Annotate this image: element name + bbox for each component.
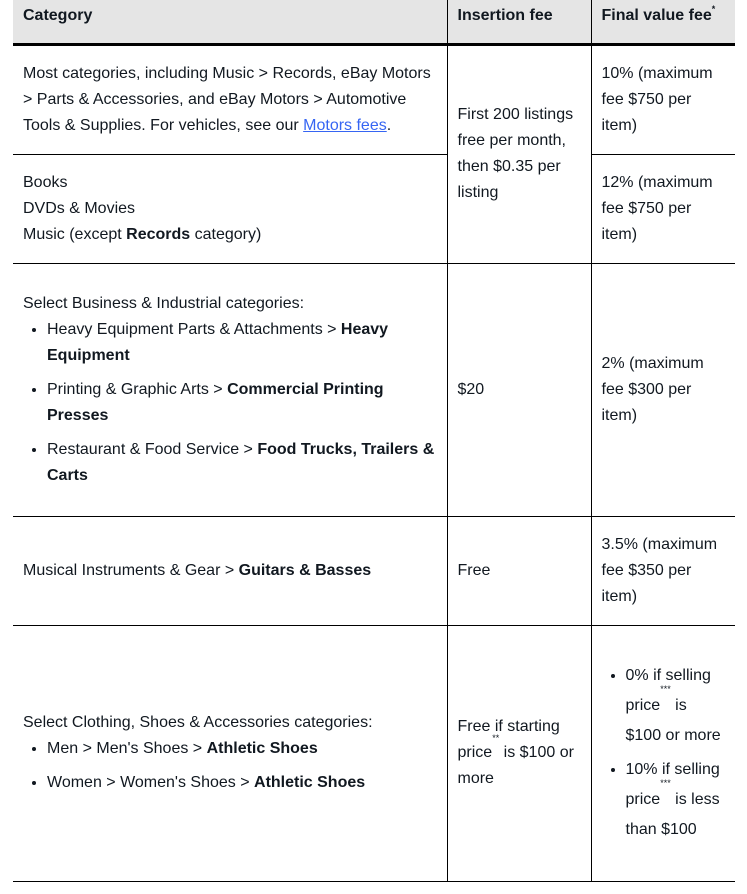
header-category: Category [13,0,447,44]
table-row [13,263,735,516]
final-value-fee-cell [591,154,735,263]
final-value-fee-text: 2% (maximum fee $300 per item) [601,354,704,424]
footnote-marker: ** [492,733,500,743]
category-intro: Select Business & Industrial categories: [23,294,305,312]
list-item: • Men > Men's Shoes > Athletic Shoes [47,736,437,762]
table-row [13,516,735,625]
final-value-fee-list [602,661,726,845]
list-item: • Printing & Graphic Arts > Commercial Printing Presses [47,377,437,429]
list-item: • Heavy Equipment Parts & Attachments > Heavy Equipment [47,317,437,369]
list-item: • Women > Women's Shoes > Athletic Shoes [47,770,437,796]
category-list [23,736,437,796]
fee-table [13,0,735,882]
category-cell [13,154,447,263]
header-insertion-fee: Insertion fee [447,0,591,44]
category-list [23,317,437,489]
category-intro: Select Clothing, Shoes & Accessories categories: [23,714,373,731]
footnote-marker: *** [660,778,671,788]
motors-fees-link[interactable]: Motors fees [303,116,387,134]
insertion-fee-text: Free [457,561,491,579]
category-text: Most categories, including Music > Records, eBay Motors > Parts & Accessories, and eBay Motors > Automotive Tools & Supplies. For vehicles, see our [23,64,431,134]
table-row [13,154,735,263]
table-header [13,0,735,44]
list-item: • Restaurant & Food Service > Food Trucks, Trailers & Carts [47,437,437,489]
category-cell: Most categories, including Music > Records, eBay Motors > Parts & Accessories, and eBay Motors > Automotive Tools & Supplies. For vehicles, see our Motors fees. [13,44,447,154]
category-cell: Musical Instruments & Gear > Guitars & Basses [13,516,447,625]
insertion-fee-text: First 200 listings free per month, then $0.35 per listing [457,106,574,201]
insertion-fee-cell [447,516,591,625]
footnote-marker: * [711,4,716,14]
table-row [13,625,735,881]
category-line: DVDs & Movies [23,199,136,217]
final-value-fee-text: 3.5% (maximum fee $350 per item) [601,535,718,605]
insertion-fee-cell [447,263,591,516]
category-cell [13,263,447,516]
category-line: Books [23,173,68,191]
insertion-fee-cell [447,44,591,263]
header-final-value-fee: Final value fee* [591,0,735,44]
insertion-fee-text: $20 [457,380,485,398]
footnote-marker: *** [660,684,671,694]
final-value-fee-text: 10% (maximum fee $750 per item) [601,64,713,134]
insertion-fee-cell: Free if starting price** is $100 or more [447,625,591,881]
list-item: • 0% if selling price*** is $100 or more [626,661,726,751]
category-cell [13,625,447,881]
list-item: • 10% if selling price*** is less than $100 [626,755,726,845]
final-value-fee-cell [591,263,735,516]
table-row [13,44,735,154]
final-value-fee-cell [591,625,735,881]
final-value-fee-cell [591,44,735,154]
category-line: Music (except Records category) [23,225,262,243]
final-value-fee-text: 12% (maximum fee $750 per item) [601,173,713,243]
final-value-fee-cell [591,516,735,625]
